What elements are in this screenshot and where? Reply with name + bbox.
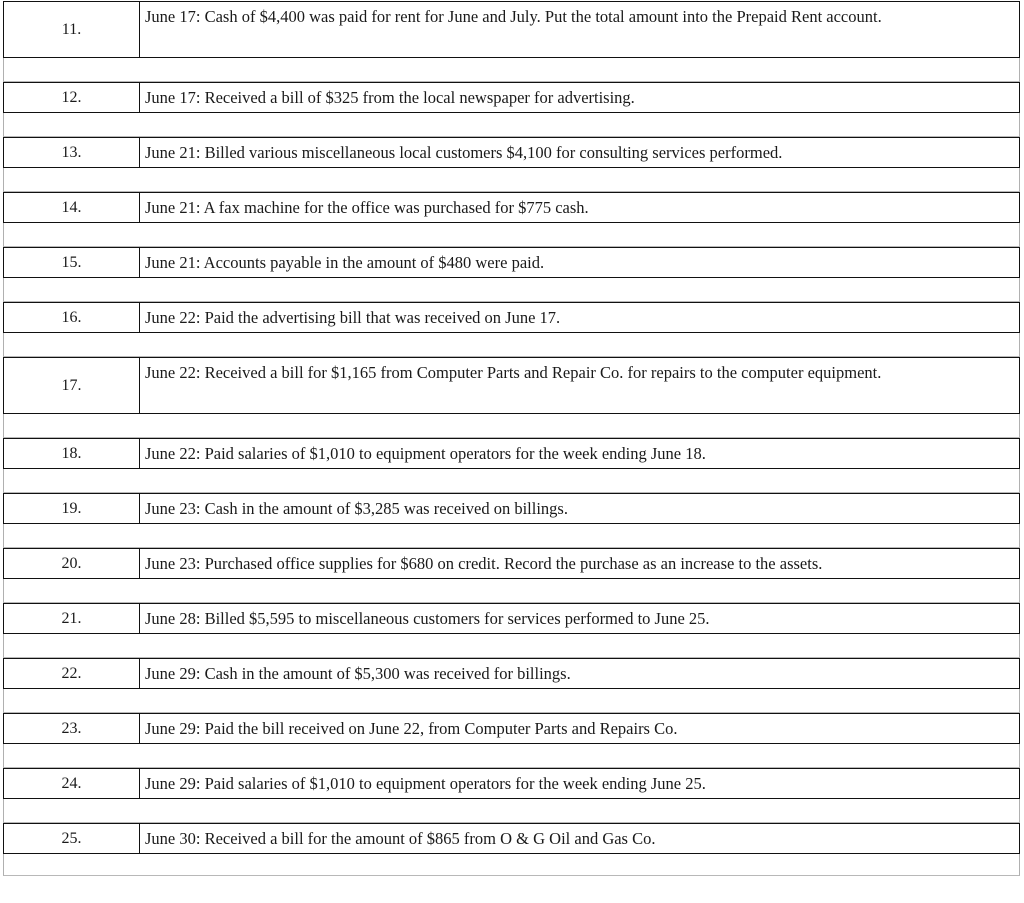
transaction-row [3,713,1020,768]
transaction-number: 12. [4,83,140,112]
transaction-row [3,82,1020,137]
transaction-number: 20. [4,549,140,578]
transaction-row [3,768,1020,823]
answer-space[interactable] [3,113,1020,137]
transaction-entry [3,302,1020,333]
transaction-description: June 21: Billed various miscellaneous local customers $4,100 for consulting services performed. [145,143,783,162]
transaction-entry [3,357,1020,414]
answer-space[interactable] [3,168,1020,192]
transaction-number: 14. [4,193,140,222]
transaction-number: 17. [4,358,140,413]
transaction-row [3,658,1020,713]
transaction-number: 18. [4,439,140,468]
answer-space[interactable] [3,689,1020,713]
transaction-entry [3,438,1020,469]
transaction-row [3,357,1020,438]
transaction-row [3,192,1020,247]
answer-space[interactable] [3,524,1020,548]
transaction-description: June 29: Paid salaries of $1,010 to equipment operators for the week ending June 25. [145,774,706,793]
transaction-row [3,823,1020,876]
answer-space[interactable] [3,744,1020,768]
transaction-number: 15. [4,248,140,277]
transaction-number: 21. [4,604,140,633]
transaction-description: June 17: Cash of $4,400 was paid for rent for June and July. Put the total amount into the Prepaid Rent account. [145,7,882,26]
transaction-entry [3,493,1020,524]
transaction-number: 22. [4,659,140,688]
transaction-row [3,493,1020,548]
answer-space[interactable] [3,278,1020,302]
transaction-entry [3,658,1020,689]
transaction-row [3,247,1020,302]
answer-space[interactable] [3,333,1020,357]
transaction-number: 23. [4,714,140,743]
transaction-row [3,302,1020,357]
transaction-description: June 22: Received a bill for $1,165 from Computer Parts and Repair Co. for repairs to the computer equipment. [145,363,882,382]
transaction-entry [3,603,1020,634]
transactions-table [3,1,1020,876]
answer-space[interactable] [3,579,1020,603]
transaction-entry [3,192,1020,223]
transaction-entry [3,247,1020,278]
transaction-row [3,137,1020,192]
transaction-entry [3,137,1020,168]
transaction-description: June 29: Cash in the amount of $5,300 was received for billings. [145,664,571,683]
transaction-number: 19. [4,494,140,523]
transaction-entry [3,82,1020,113]
transaction-description: June 23: Cash in the amount of $3,285 was received on billings. [145,499,568,518]
answer-space[interactable] [3,469,1020,493]
transaction-description: June 22: Paid the advertising bill that was received on June 17. [145,308,561,327]
transaction-description: June 29: Paid the bill received on June 22, from Computer Parts and Repairs Co. [145,719,678,738]
transaction-description: June 17: Received a bill of $325 from the local newspaper for advertising. [145,88,635,107]
transaction-number: 16. [4,303,140,332]
transaction-entry [3,823,1020,854]
transaction-number: 24. [4,769,140,798]
transaction-description: June 23: Purchased office supplies for $680 on credit. Record the purchase as an increase to the assets. [145,554,823,573]
transaction-description: June 28: Billed $5,595 to miscellaneous customers for services performed to June 25. [145,609,710,628]
answer-space[interactable] [3,854,1020,876]
answer-space[interactable] [3,799,1020,823]
answer-space[interactable] [3,634,1020,658]
transaction-entry [3,768,1020,799]
transaction-row [3,1,1020,82]
transaction-row [3,603,1020,658]
transaction-entry [3,713,1020,744]
answer-space[interactable] [3,414,1020,438]
transaction-entry [3,548,1020,579]
transaction-entry [3,1,1020,58]
transaction-description: June 21: Accounts payable in the amount of $480 were paid. [145,253,545,272]
transaction-row [3,548,1020,603]
answer-space[interactable] [3,58,1020,82]
transaction-row [3,438,1020,493]
transaction-number: 11. [4,2,140,57]
transaction-number: 25. [4,824,140,853]
transaction-description: June 30: Received a bill for the amount of $865 from O & G Oil and Gas Co. [145,829,656,848]
transaction-number: 13. [4,138,140,167]
answer-space[interactable] [3,223,1020,247]
transaction-description: June 22: Paid salaries of $1,010 to equipment operators for the week ending June 18. [145,444,706,463]
transaction-description: June 21: A fax machine for the office was purchased for $775 cash. [145,198,589,217]
